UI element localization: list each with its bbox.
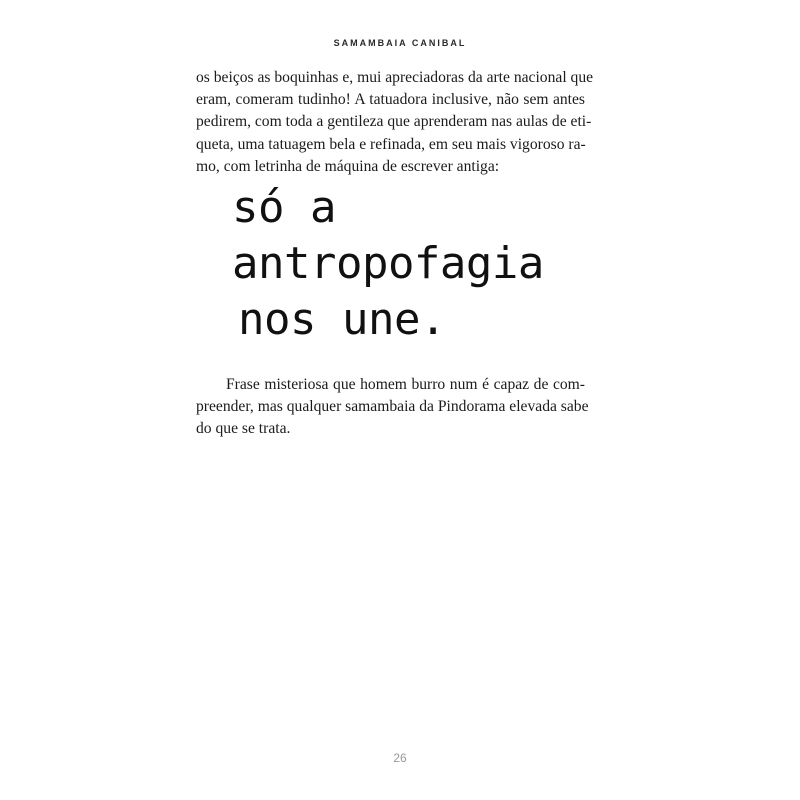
paragraph-line: queta, uma tatuagem bela e refinada, em seu mais vigoroso ra- — [196, 135, 586, 153]
paragraph-line: os beiços as boquinhas e, mui apreciadoras da arte nacional que — [196, 69, 594, 86]
paragraph-line: preender, mas qualquer samambaia da Pindorama elevada sabe — [196, 398, 589, 416]
page-number: 26 — [393, 751, 407, 765]
paragraph-line: mo, com letrinha de máquina de escrever antiga: — [196, 157, 500, 175]
quote-line: nos une. — [238, 294, 446, 345]
running-head: SAMAMBAIA CANIBAL — [333, 38, 467, 48]
paragraph-line: do que se trata. — [196, 420, 291, 438]
paragraph-line: Frase misteriosa que homem burro num é capaz de com- — [226, 376, 585, 393]
quote-line: só a — [232, 182, 336, 233]
quote-line: antropofagia — [232, 238, 544, 289]
paragraph-1 — [196, 67, 594, 178]
paragraph-line: pedirem, com toda a gentileza que aprenderam nas aulas de eti- — [196, 113, 592, 131]
paragraph-line: eram, comeram tudinho! A tatuadora inclusive, não sem antes — [196, 91, 585, 109]
paragraph-2 — [196, 374, 589, 441]
tattoo-quote — [232, 180, 592, 348]
